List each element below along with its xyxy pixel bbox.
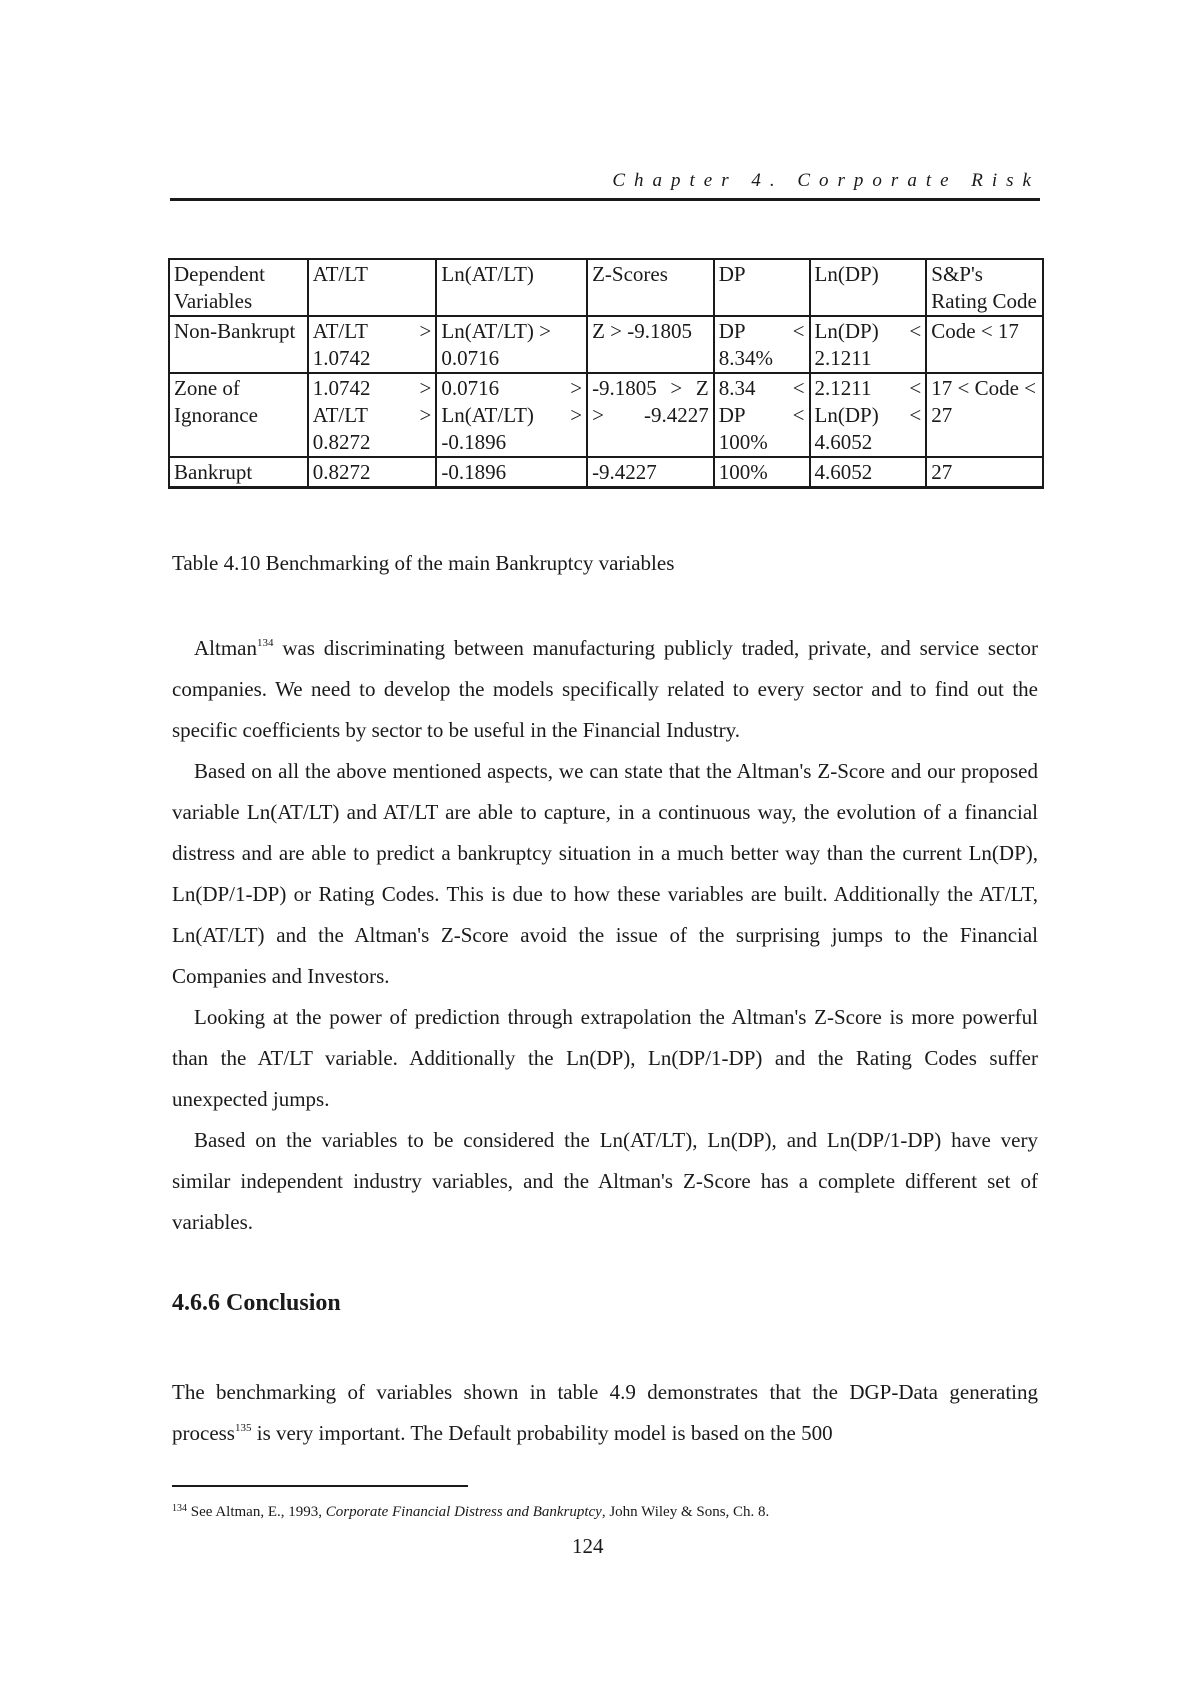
footnote-reference[interactable]: 135	[234, 1422, 252, 1434]
table-header-cell: S&P's Rating Code	[926, 259, 1043, 316]
body-text	[172, 628, 1038, 1243]
footnote-number: 134	[172, 1503, 187, 1514]
table-cell: AT/LT > 1.0742	[308, 316, 437, 373]
table-cell: 1.0742 > AT/LT > 0.8272	[308, 373, 437, 457]
header-rule	[170, 198, 1040, 201]
table-row	[169, 373, 1043, 457]
footnote-reference[interactable]: 134	[257, 637, 274, 649]
table-header-cell: DP	[714, 259, 810, 316]
table-header-cell: Dependent Variables	[169, 259, 308, 316]
table-header-row	[169, 259, 1043, 316]
table-row	[169, 316, 1043, 373]
footnote-text: , John Wiley & Sons, Ch. 8.	[601, 1504, 770, 1520]
table-cell: 0.8272	[308, 457, 437, 488]
table-cell: 4.6052	[810, 457, 927, 488]
table-cell: Code < 17	[926, 316, 1043, 373]
paragraph: Based on all the above mentioned aspects, we can state that the Altman's Z-Score and our proposed variable Ln(AT/LT) and AT/LT are able to capture, in a continuous way, the evolution of a financial distress and are able to predict a bankruptcy situation in a much better way than the current Ln(DP), Ln(DP/1-DP) or Rating Codes. This is due to how these variables are built. Additionally the AT/LT, Ln(AT/LT) and the Altman's Z-Score avoid the issue of the surprising jumps to the Financial Companies and Investors.	[172, 759, 1038, 988]
row-label: Non-Bankrupt	[169, 316, 308, 373]
table-header-cell: Ln(DP)	[810, 259, 927, 316]
paragraph-text: The benchmarking of variables shown in table 4.9 demonstrates that the DGP-Data generating process	[172, 1380, 1038, 1445]
table-cell: Ln(AT/LT) > 0.0716	[436, 316, 587, 373]
table-row	[169, 457, 1043, 488]
table-cell: 2.1211 < Ln(DP) < 4.6052	[810, 373, 927, 457]
row-label: Bankrupt	[169, 457, 308, 488]
table-cell: Ln(DP) < 2.1211	[810, 316, 927, 373]
paragraph	[172, 1372, 1038, 1454]
paragraph: Based on the variables to be considered the Ln(AT/LT), Ln(DP), and Ln(DP/1-DP) have very similar independent industry variables, and the Altman's Z-Score has a complete different set of variables.	[172, 1128, 1038, 1234]
section-heading: 4.6.6 Conclusion	[172, 1290, 341, 1316]
table-cell: DP < 8.34%	[714, 316, 810, 373]
table-cell: -0.1896	[436, 457, 587, 488]
paragraph: Looking at the power of prediction through extrapolation the Altman's Z-Score is more powerful than the AT/LT variable. Additionally the Ln(DP), Ln(DP/1-DP) and the Rating Codes suffer unexpected jumps.	[172, 1005, 1038, 1111]
table-cell: 8.34 < DP < 100%	[714, 373, 810, 457]
table-cell: 17 < Code < 27	[926, 373, 1043, 457]
table-header-cell: Ln(AT/LT)	[436, 259, 587, 316]
running-head: Chapter 4. Corporate Risk	[612, 170, 1040, 191]
footnote	[172, 1503, 769, 1521]
altman-name: Altman	[194, 636, 257, 660]
conclusion-text	[172, 1372, 1038, 1454]
table-cell: -9.4227	[587, 457, 714, 488]
page-number: 124	[572, 1534, 604, 1558]
footnote-text: See Altman, E., 1993,	[190, 1504, 326, 1520]
table-cell: 100%	[714, 457, 810, 488]
paragraph-text: was discriminating between manufacturing publicly traded, private, and service sector companies. We need to develop the models specifically related to every sector and to find out the specific coefficients by sector to be useful in the Financial Industry.	[172, 636, 1038, 742]
footnote-book-title: Corporate Financial Distress and Bankruptcy	[325, 1504, 602, 1520]
table-caption: Table 4.10 Benchmarking of the main Bankruptcy variables	[172, 551, 675, 575]
table-header-cell: AT/LT	[308, 259, 437, 316]
table-cell: Z > -9.1805	[587, 316, 714, 373]
paragraph-text: is very important. The Default probability model is based on the 500	[256, 1421, 833, 1445]
paragraph	[172, 628, 1038, 751]
footnote-rule	[172, 1485, 468, 1487]
table-header-cell: Z-Scores	[587, 259, 714, 316]
row-label: Zone of Ignorance	[169, 373, 308, 457]
table-cell: -9.1805 > Z > -9.4227	[587, 373, 714, 457]
table-cell: 0.0716 > Ln(AT/LT) > -0.1896	[436, 373, 587, 457]
benchmark-table	[168, 258, 1044, 489]
table-cell: 27	[926, 457, 1043, 488]
